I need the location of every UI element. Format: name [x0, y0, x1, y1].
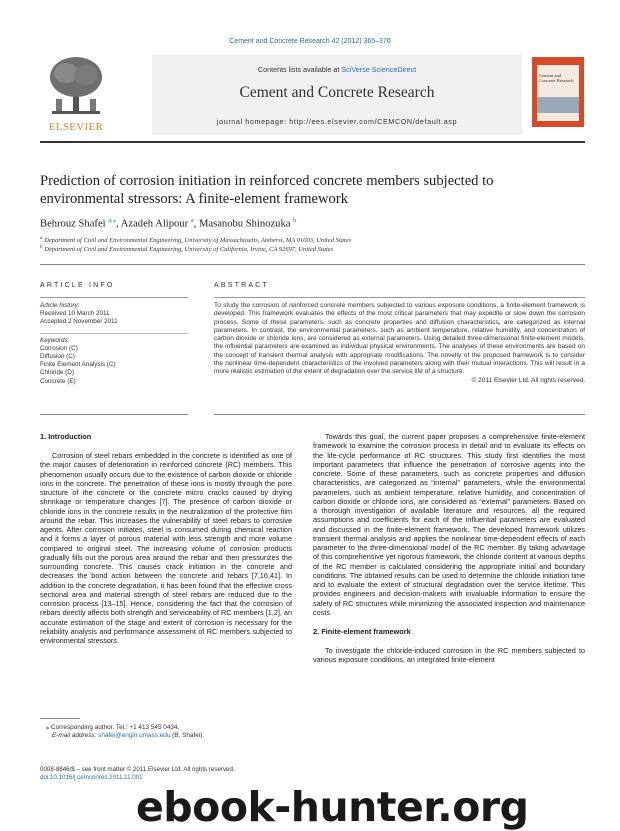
copyright-footer: 0008-8846/$ – see front matter © 2011 Elsevier Ltd. All rights reserved. doi:10.1016/j.cemconres.2011.11.001 [40, 766, 300, 782]
masthead-divider [40, 141, 585, 143]
author-affiliation-mark[interactable]: b [293, 217, 297, 224]
abstract-bottom-divider [214, 414, 585, 415]
journal-cover-thumbnail[interactable] [532, 57, 584, 127]
author-affiliation-mark[interactable]: a [190, 217, 194, 224]
elsevier-tree-icon [46, 55, 106, 119]
affiliation-b: $^b$ Department of Civil and Environmental Engineering, University of California, Irvine, CA 92697, United States [40, 245, 334, 254]
footnote-divider [40, 718, 80, 719]
corresponding-author-footnote: ⁎ Corresponding author. Tel.: +1 413 545 0434. E-mail address: shafei@engin.umass.edu (B. Shafei). [46, 724, 205, 740]
author-list: Behrouz Shafei $^{a,⁎}$, Azadeh Alipour $^a$, Masanobu Shinozuka $^b$ [40, 217, 297, 230]
journal-homepage: journal homepage: http://ees.elsevier.com/CEMCON/default.asp [216, 117, 458, 126]
journal-reference[interactable]: Cement and Concrete Research 42 (2012) 365–376 [229, 38, 391, 45]
keyword: Concrete (E) [40, 377, 76, 385]
abstract-copyright: © 2011 Elsevier Ltd. All rights reserved. [471, 376, 585, 384]
section-heading-framework: 2. Finite-element framework [313, 627, 411, 636]
homepage-url-link[interactable]: http://ees.elsevier.com/CEMCON/default.asp [289, 117, 458, 126]
author-email-link[interactable]: shafei@engin.umass.edu [98, 732, 171, 740]
cover-image-band [537, 97, 579, 113]
paragraph: Towards this goal, the current paper proposes a comprehensive finite-element framework to examine the corrosion process in detail and to evaluate its effects on the life-cycle performance of RC structures. This study first identifies the most important parameters that influence the penetration of corrosive agents into the concrete. Some of these parameters, such as concrete properties and diffusion characteristics, are categorized as “internal” parameters, while the environmental parameters, such as ambient temperature, relative humidity, and concentration of carbon dioxide or chloride ions, are considered as “external” parameters. Based on a thorough investigation of available literature and resources, all the required assumptions and coefficients for each of the influential parameters are evaluated and discussed in the finite-element framework. The developed framework utilizes transient thermal analysis and applies the nonlinear time-dependent effects of each parameter to the three-dimensional model of the RC member. By taking advantage of this comprehensive yet rigorous framework, the chloride content at various depths of the RC member is calculated considering the appropriate initial and boundary conditions. The obtained results can be used to determine the chloride initiation time and to evaluate the extent of structural degradation over the service lifetime. This provides engineers and decision-makers with invaluable information to ensure the safety of RC structures while minimizing the associated inspection and maintenance costs. [313, 432, 585, 617]
elsevier-wordmark: ELSEVIER [48, 121, 104, 133]
elsevier-logo [40, 55, 112, 137]
body-column-left [40, 432, 292, 645]
keyword: Finite Element Analysis (C) [40, 361, 116, 369]
sciencedirect-link[interactable]: SciVerse ScienceDirect [341, 65, 417, 74]
article-title: Prediction of corrosion initiation in reinforced concrete members subjected to environmental stressors: A finite-element framework [40, 173, 494, 207]
section-heading-introduction: 1. Introduction [40, 432, 92, 441]
body-column-right [313, 432, 585, 665]
masthead-banner [152, 55, 522, 135]
watermark: ebook-hunter.org [136, 783, 529, 831]
paragraph: To investigate the chloride-induced corrosion in the RC members subjected to various exposure conditions, an integrated finite-element [313, 646, 585, 665]
doi-link[interactable]: doi:10.1016/j.cemconres.2011.11.001 [40, 773, 143, 781]
affiliation-a: $^a$ Department of Civil and Environmental Engineering, University of Massachusetts, Amherst, MA 01003, United States [40, 236, 352, 245]
article-info-heading: ARTICLE INFO [40, 282, 115, 289]
info-bottom-divider [40, 414, 188, 415]
author-affiliation-mark[interactable]: a,⁎ [108, 217, 117, 224]
keyword: Diffusion (C) [40, 353, 75, 361]
author-name[interactable]: Masanobu Shinozuka [198, 218, 291, 230]
journal-title: Cement and Concrete Research [239, 84, 435, 101]
abstract-heading: ABSTRACT [214, 282, 269, 289]
journal-masthead [40, 55, 585, 139]
keyword: Chloride (D) [40, 369, 74, 377]
abstract [214, 282, 585, 385]
cover-title: Cement and Concrete Research [539, 73, 574, 84]
article-history: Article history: Received 10 March 2011 Accepted 2 November 2011 [40, 302, 118, 326]
affiliations-divider [40, 264, 585, 265]
keywords: Keywords: Corrosion (C) Diffusion (C) Finite Element Analysis (C) Chloride (D) Concrete (E) [40, 337, 188, 386]
paragraph: Corrosion of steel rebars embedded in the concrete is identified as one of the major causes of deterioration in reinforced concrete (RC) members. This phenomenon usually occurs due to the existence of carbon dioxide or chloride ions in the concrete. The penetration of these ions is mostly through the pore structure of the concrete or the concrete micro cracks caused by drying shrinkage or temperature changes [7]. The presence of carbon dioxide or chloride ions in the concrete results in the neutralization of the protective film around the rebar. This increases the vulnerability of steel rebars to corrosive agents. After corrosion initiates, steel is consumed during chemical reaction and it forms a layer of porous material with less strength and more volume compared to original steel. The increasing volume of corrosion products gradually fills out the porous area around the rebar and then pressurizes the surrounding concrete. This causes crack initiation in the concrete and decreases the bond action between the concrete and rebars [7,16,41]. In addition to the concrete degradation, it has been found that the effective cross sectional area and material strength of steel rebars are reduced due to the corrosion process [13–15]. Hence, considering the fact that the corrosion of rebars directly affects both strength and serviceability of RC members [1,2], an accurate estimation of the stage and extent of corrosion is necessary for the reliability analysis and performance assessment of RC members subjected to environmental stressors. [40, 451, 292, 645]
keyword: Corrosion (C) [40, 344, 78, 352]
author-name[interactable]: Behrouz Shafei [40, 218, 106, 230]
abstract-text: To study the corrosion of reinforced concrete members subjected to various exposure conditions, a finite-element framework is developed. This framework evaluates the effects of the most critical parameters that may expedite or slow down the corrosion process. Some of these parameters, such as concrete properties and diffusion characteristics, are categorized as internal parameters. In contrast, the environmental parameters, such as ambient temperature, relative humidity, and concentration of carbon dioxide or chloride ions, are considered as external parameters. Using detailed three-dimensional finite-element models, the influential parameters are examined as individual physical environments. The analyses of these environments are based on the concept of transient thermal analysis with appropriate modifications. The novelty of the proposed framework is to consider the nonlinear time-dependent characteristics of the involved parameters along with their mutual interactions. This will result in a more realistic estimation of the extent of degradation over the service life of a structure. [214, 302, 585, 376]
contents-line: Contents lists available at SciVerse ScienceDirect [257, 65, 417, 74]
author-name[interactable]: Azadeh Alipour [120, 218, 189, 230]
article-info [40, 282, 188, 386]
